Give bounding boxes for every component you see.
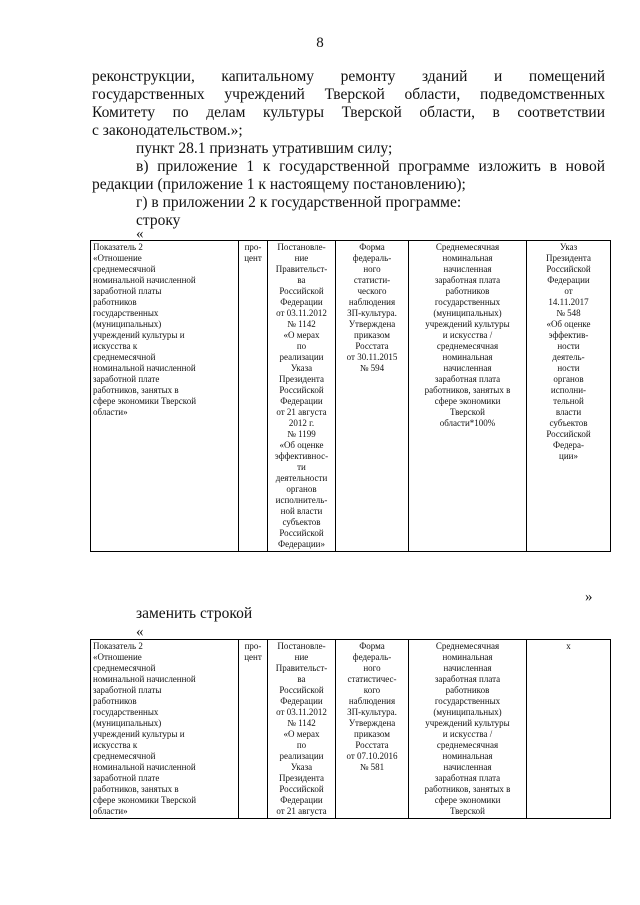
cell-line: сфере экономики Тверской	[93, 396, 197, 406]
cell-line: сфере экономики Тверской	[93, 795, 197, 805]
cell-line: исполнитель-	[275, 495, 328, 505]
cell-line: Российской	[279, 685, 324, 695]
cell-line: сфере экономики	[434, 396, 501, 406]
cell-line: органов	[286, 484, 317, 494]
decree-cell	[527, 640, 611, 819]
cell-line: от 03.11.2012	[276, 308, 327, 318]
cell-line: Российской	[546, 429, 591, 439]
cell-line: начисленная	[443, 363, 492, 373]
cell-line: и искусства /	[442, 330, 493, 340]
cell-line: ние	[294, 253, 309, 263]
cell-line: наблюдения	[348, 696, 396, 706]
cell-line: «Об оценке	[546, 319, 591, 329]
unit-cell	[239, 640, 268, 819]
cell-line: среднемесячной	[93, 264, 156, 274]
cell-line: Федерации»	[277, 539, 325, 549]
cell-line: Показатель 2	[93, 242, 143, 252]
cell-line: «Об оценке	[279, 440, 324, 450]
cell-line: № 1142	[287, 718, 316, 728]
cell-line: власти	[555, 407, 582, 417]
indicator-name-cell	[91, 241, 239, 552]
cell-line: учреждений культуры и	[93, 330, 185, 340]
cell-line: наблюдения	[348, 297, 396, 307]
cell-line: № 548	[556, 308, 581, 318]
cell-line: ного	[363, 663, 381, 673]
cell-line: статисти-	[353, 275, 391, 285]
cell-line: и искусства /	[442, 729, 493, 739]
open-quote-2: «	[136, 624, 144, 640]
table-row	[91, 640, 611, 819]
cell-line: от 21 августа	[276, 806, 327, 816]
cell-line: области»	[93, 806, 128, 816]
cell-line: Российской	[279, 385, 324, 395]
cell-line: ти	[297, 462, 306, 472]
cell-line: от	[564, 286, 573, 296]
cell-line: Федерации	[280, 795, 323, 805]
formula-cell	[409, 640, 527, 819]
cell-line: Российской	[279, 286, 324, 296]
cell-line: работников	[445, 286, 490, 296]
formula-cell	[409, 241, 527, 552]
label-stroku: строку	[136, 212, 181, 229]
indicator-name-cell	[91, 640, 239, 819]
cell-line: от 03.11.2012	[276, 707, 327, 717]
cell-line: тельной	[553, 396, 584, 406]
cell-line: Федерации	[280, 297, 323, 307]
cell-line: Президента	[546, 253, 591, 263]
cell-line: государственных	[434, 297, 501, 307]
cell-line: начисленная	[443, 264, 492, 274]
cell-line: заработной платы	[93, 685, 162, 695]
cell-line: федераль-	[352, 253, 392, 263]
cell-line: работников	[93, 696, 137, 706]
open-quote: «	[136, 226, 144, 242]
cell-line: от 21 августа	[276, 407, 327, 417]
cell-line: реализации	[279, 352, 324, 362]
cell-line: «Отношение	[93, 253, 142, 263]
cell-line: Росстата	[355, 740, 389, 750]
cell-line: от 07.10.2016	[346, 751, 398, 761]
cell-line: Федерации	[280, 396, 323, 406]
cell-line: (муниципальных)	[93, 319, 162, 329]
cell-line: ческого	[357, 286, 387, 296]
method-source-cell	[268, 241, 336, 552]
cell-line: ной власти	[280, 506, 323, 516]
cell-line: Правительст-	[275, 663, 328, 673]
cell-line: Утверждена	[348, 319, 396, 329]
cell-line: цент	[244, 253, 262, 263]
cell-line: ние	[294, 652, 309, 662]
cell-line: статистичес-	[347, 674, 397, 684]
cell-line: х	[566, 641, 571, 651]
cell-line: заработная плата	[434, 773, 501, 783]
cell-line: искусства к	[93, 740, 138, 750]
cell-line: заработной плате	[93, 773, 160, 783]
observation-form-cell	[336, 640, 409, 819]
cell-line: федераль-	[352, 652, 392, 662]
decree-cell	[527, 241, 611, 552]
cell-line: ности	[557, 341, 580, 351]
cell-line: Форма	[359, 242, 385, 252]
cell-line: Показатель 2	[93, 641, 143, 651]
item-v	[92, 158, 605, 194]
paragraph-continuation	[92, 68, 605, 140]
cell-line: про-	[244, 641, 262, 651]
cell-line: эффектив-	[548, 330, 589, 340]
cell-line: деятель-	[552, 352, 585, 362]
cell-line: Утверждена	[348, 718, 396, 728]
cell-line: Президента	[279, 374, 324, 384]
cell-line: номинальная	[442, 253, 493, 263]
cell-line: № 594	[359, 363, 385, 373]
cell-line: Указа	[290, 363, 313, 373]
cell-line: Среднемесячная	[435, 242, 500, 252]
cell-line: «О мерах	[283, 330, 320, 340]
cell-line: реализации	[279, 751, 324, 761]
cell-line: начисленная	[443, 663, 492, 673]
cell-line: Федерации	[547, 275, 590, 285]
cell-line: номинальной начисленной	[93, 275, 196, 285]
cell-line: (муниципальных)	[93, 718, 162, 728]
cell-line: искусства к	[93, 341, 138, 351]
cell-line: приказом	[354, 729, 390, 739]
cell-line: (муниципальных)	[433, 707, 502, 717]
item-v-line2: редакции (приложение 1 к настоящему постановлению);	[92, 176, 466, 193]
paragraph-line: с законодательством.»;	[92, 122, 243, 139]
cell-line: Российской	[546, 264, 591, 274]
cell-line: области*100%	[439, 418, 496, 428]
cell-line: Правительст-	[275, 264, 328, 274]
cell-line: государственных	[93, 308, 159, 318]
cell-line: номинальной начисленной	[93, 674, 196, 684]
cell-line: начисленная	[443, 762, 492, 772]
cell-line: номинальная	[442, 352, 493, 362]
cell-line: номинальная	[442, 652, 493, 662]
cell-line: заработная плата	[434, 275, 501, 285]
item-g: г) в приложении 2 к государственной программе:	[136, 194, 462, 211]
cell-line: области»	[93, 407, 128, 417]
cell-line: Форма	[359, 641, 385, 651]
cell-line: Среднемесячная	[435, 641, 500, 651]
cell-line: субъектов	[282, 517, 321, 527]
cell-line: учреждений культуры	[425, 718, 510, 728]
cell-line: (муниципальных)	[433, 308, 502, 318]
table-old-row	[90, 240, 611, 552]
item-v-line1: в) приложение 1 к государственной программе изложить в новой	[136, 158, 605, 175]
cell-line: учреждений культуры и	[93, 729, 185, 739]
cell-line: работников, занятых в	[424, 385, 511, 395]
cell-line: деятельности	[275, 473, 328, 483]
cell-line: государственных	[93, 707, 159, 717]
item-punkt: пункт 28.1 признать утратившим силу;	[136, 140, 393, 157]
cell-line: Указ	[559, 242, 578, 252]
label-zamenit: заменить строкой	[136, 605, 253, 622]
cell-line: Росстата	[355, 341, 389, 351]
cell-line: по	[296, 740, 307, 750]
cell-line: работников	[445, 685, 490, 695]
cell-line: среднемесячная	[436, 341, 499, 351]
cell-line: № 581	[359, 762, 385, 772]
cell-line: ции»	[559, 451, 578, 461]
cell-line: № 1142	[287, 319, 316, 329]
cell-line: «О мерах	[283, 729, 320, 739]
paragraph-line: Комитету по делам культуры Тверской области, в соответствии	[92, 104, 605, 121]
method-source-cell	[268, 640, 336, 819]
cell-line: исполни-	[550, 385, 587, 395]
cell-line: Российской	[279, 784, 324, 794]
cell-line: номинальной начисленной	[93, 363, 196, 373]
cell-line: заработной платы	[93, 286, 162, 296]
cell-line: работников, занятых в	[93, 784, 179, 794]
close-quote: »	[585, 589, 593, 605]
cell-line: сфере экономики	[434, 795, 501, 805]
cell-line: цент	[244, 652, 262, 662]
cell-line: субъектов	[549, 418, 588, 428]
cell-line: работников	[93, 297, 137, 307]
cell-line: заработная плата	[434, 674, 501, 684]
cell-line: ва	[297, 674, 306, 684]
paragraph-line: государственных учреждений Тверской области, подведомственных	[92, 86, 605, 103]
cell-line: Тверской	[450, 806, 485, 816]
cell-line: заработной плате	[93, 374, 160, 384]
cell-line: Федера-	[552, 440, 585, 450]
cell-line: среднемесячной	[93, 751, 156, 761]
paragraph-line: реконструкции, капитальному ремонту зданий и помещений	[92, 68, 605, 85]
cell-line: номинальной начисленной	[93, 762, 196, 772]
observation-form-cell	[336, 241, 409, 552]
cell-line: Федерации	[280, 696, 323, 706]
cell-line: ва	[297, 275, 306, 285]
unit-cell	[239, 241, 268, 552]
cell-line: ЗП-культура.	[347, 707, 397, 717]
cell-line: от 30.11.2015	[346, 352, 398, 362]
cell-line: Тверской	[450, 407, 485, 417]
cell-line: органов	[553, 374, 584, 384]
page-number: 8	[316, 35, 324, 51]
cell-line: «Отношение	[93, 652, 142, 662]
cell-line: среднемесячной	[93, 663, 156, 673]
cell-line: про-	[244, 242, 262, 252]
cell-line: приказом	[354, 330, 390, 340]
cell-line: 14.11.2017	[548, 297, 589, 307]
cell-line: заработная плата	[434, 374, 501, 384]
cell-line: номинальная	[442, 751, 493, 761]
cell-line: кого	[363, 685, 381, 695]
cell-line: по	[296, 341, 307, 351]
cell-line: учреждений культуры	[425, 319, 510, 329]
cell-line: работников, занятых в	[93, 385, 179, 395]
cell-line: ности	[557, 363, 580, 373]
table-row	[91, 241, 611, 552]
cell-line: ного	[363, 264, 381, 274]
cell-line: среднемесячной	[93, 352, 156, 362]
cell-line: государственных	[434, 696, 501, 706]
cell-line: эффективнос-	[274, 451, 329, 461]
cell-line: 2012 г.	[288, 418, 315, 428]
cell-line: Российской	[279, 528, 324, 538]
cell-line: Постановле-	[277, 641, 326, 651]
cell-line: ЗП-культура.	[347, 308, 397, 318]
cell-line: работников, занятых в	[424, 784, 511, 794]
cell-line: среднемесячная	[436, 740, 499, 750]
cell-line: Президента	[279, 773, 324, 783]
cell-line: Постановле-	[277, 242, 326, 252]
cell-line: № 1199	[287, 429, 316, 439]
table-new-row	[90, 639, 611, 819]
cell-line: Указа	[290, 762, 313, 772]
